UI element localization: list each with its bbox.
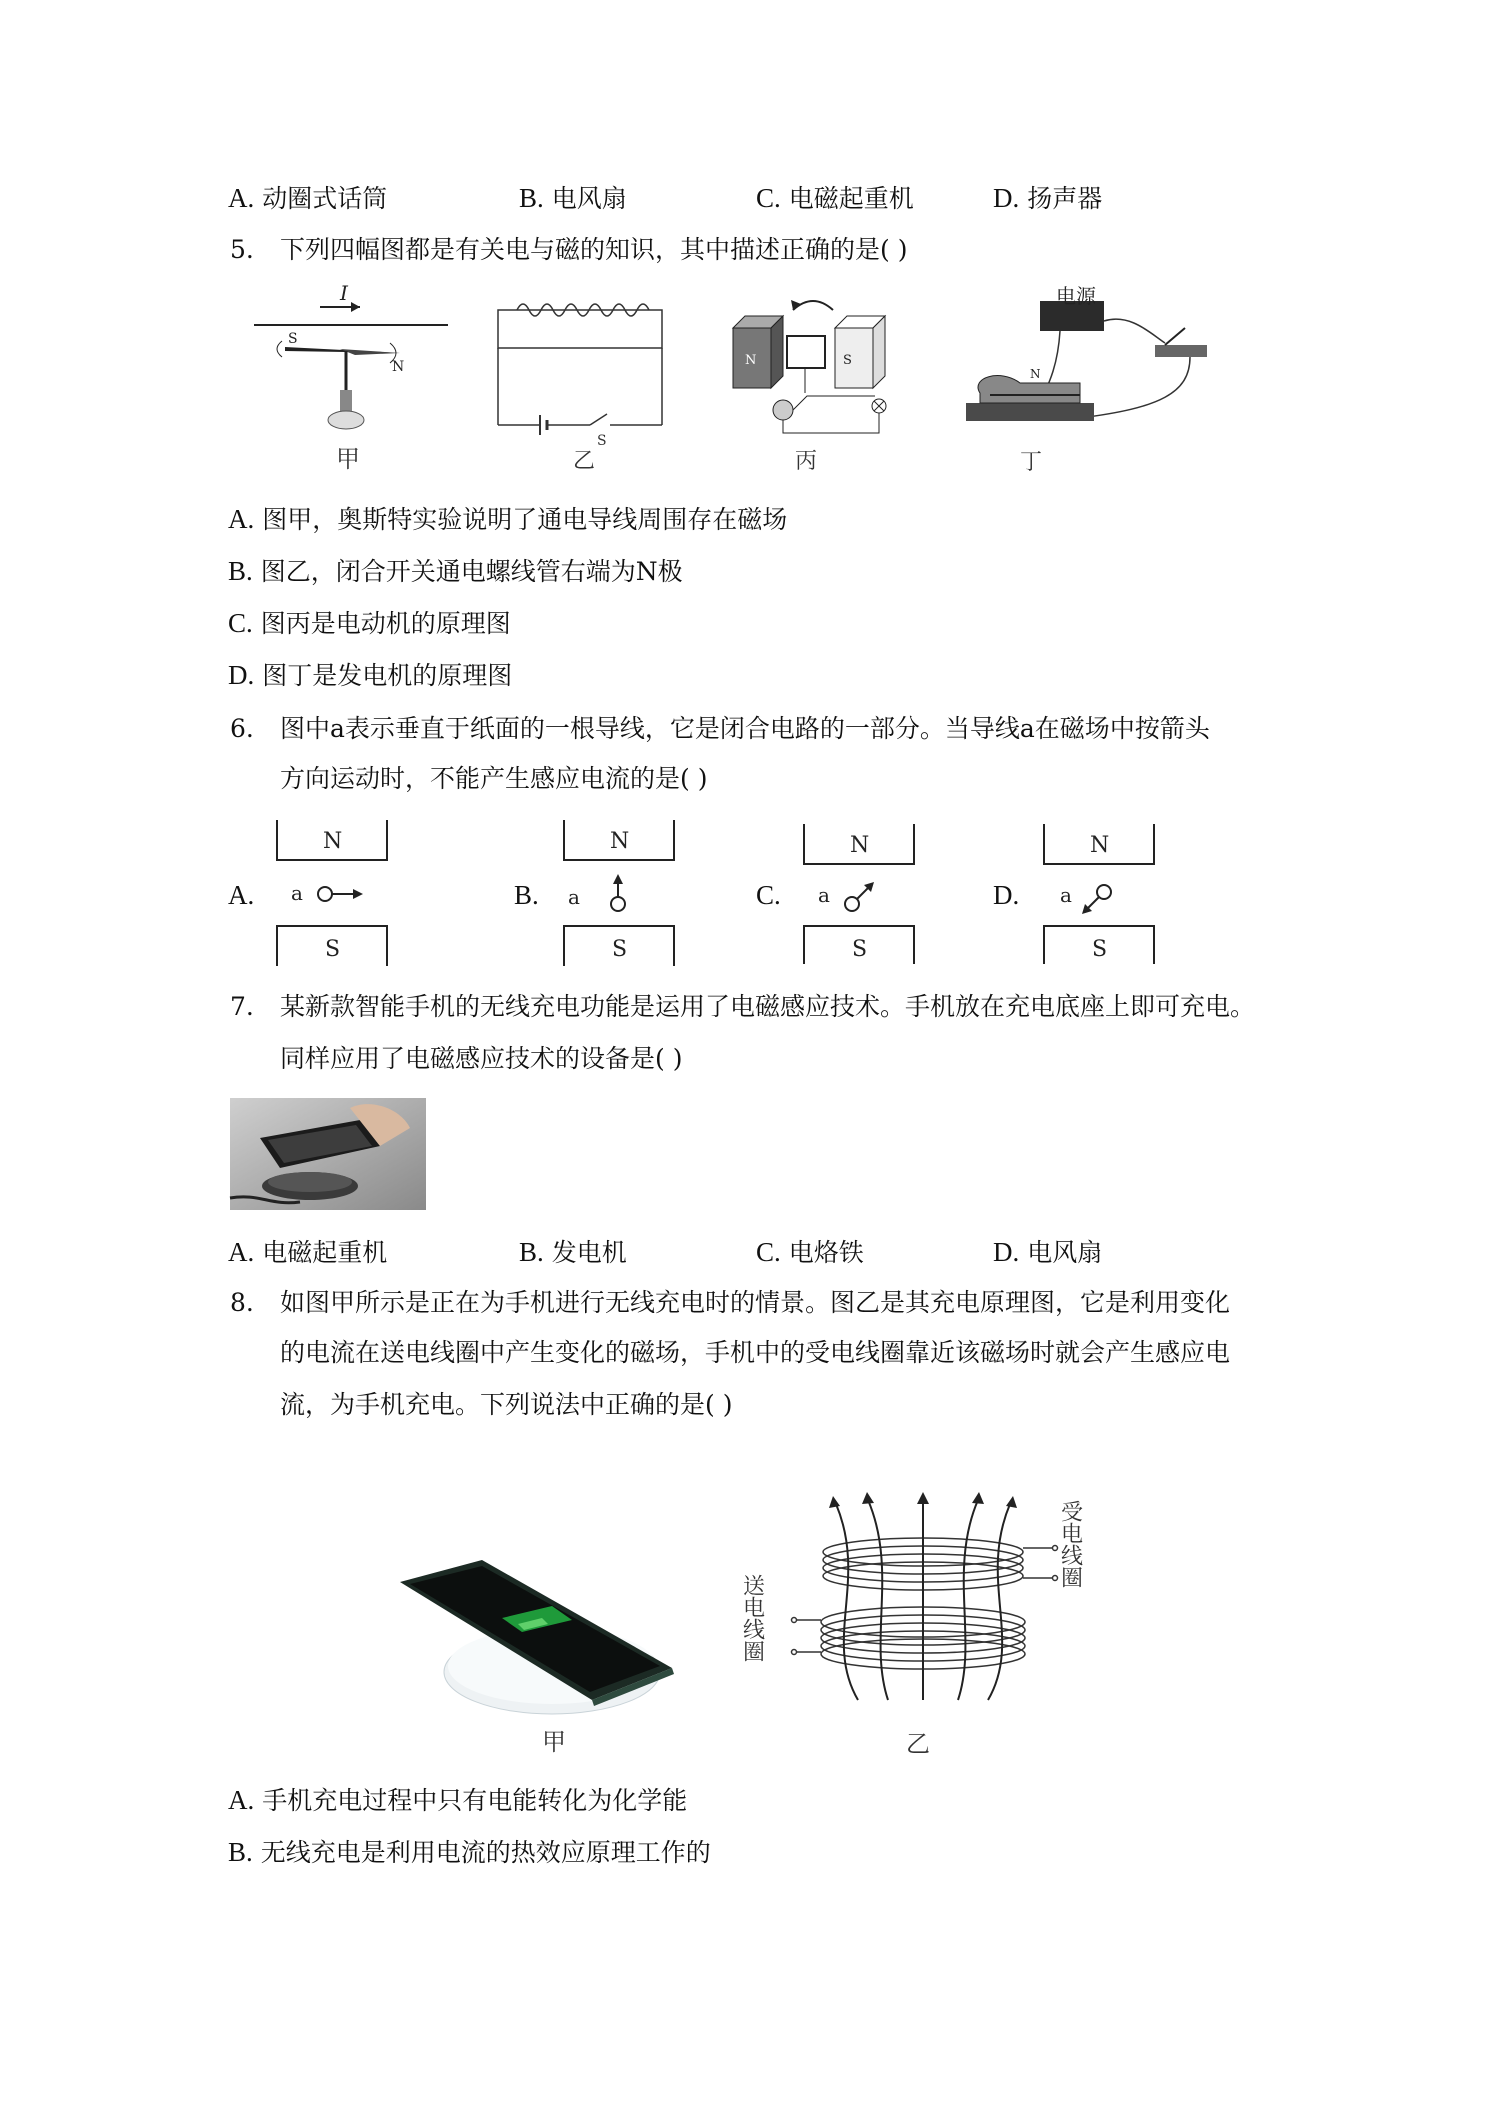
q7-number: 7. <box>230 992 254 1021</box>
q7-stem-line2: 同样应用了电磁感应技术的设备是( ) <box>280 1044 683 1073</box>
q5-magnet-s: S <box>843 353 852 368</box>
q6a-north: N <box>323 829 343 854</box>
q5-figure-ding <box>960 283 1220 475</box>
q5-label-yi: 乙 <box>573 449 596 474</box>
q6-option-a-letter[interactable]: A. <box>228 880 255 910</box>
q5-number: 5. <box>230 235 254 264</box>
q7-option-a[interactable]: A. 电磁起重机 <box>228 1237 388 1267</box>
q8-option-b[interactable]: B. 无线充电是利用电流的热效应原理工作的 <box>228 1837 711 1867</box>
q8-stem-line2: 的电流在送电线圈中产生变化的磁场，手机中的受电线圈靠近该磁场时就会产生感应电 <box>280 1338 1231 1367</box>
q5-magnet-n: N <box>745 353 757 368</box>
q5-figure-jia <box>250 281 460 475</box>
q5-label-jia: 甲 <box>336 445 360 473</box>
q6a-south: S <box>325 937 341 962</box>
q5-switch-label: S <box>597 433 607 449</box>
q6-option-b-letter[interactable]: B. <box>514 880 539 910</box>
q7-phone-charging-photo <box>230 1098 426 1210</box>
q4-option-c[interactable]: C. 电磁起重机 <box>756 183 914 213</box>
q7-option-c[interactable]: C. 电烙铁 <box>756 1237 864 1267</box>
q6b-north: N <box>610 829 630 854</box>
q5-compass-n: N <box>392 359 405 375</box>
q6d-wire: a <box>1060 883 1072 907</box>
q4-option-a[interactable]: A. 动圈式话筒 <box>228 183 388 213</box>
q5-label-bing: 丙 <box>795 449 818 474</box>
q8-option-a[interactable]: A. 手机充电过程中只有电能转化为化学能 <box>228 1785 688 1815</box>
q5-figure-bing <box>725 288 900 475</box>
q8-send-coil-label: 送电线圈 <box>739 1574 765 1662</box>
q8-number: 8. <box>230 1288 254 1317</box>
q7-option-d[interactable]: D. 电风扇 <box>993 1237 1103 1267</box>
q7-stem-line1: 某新款智能手机的无线充电功能是运用了电磁感应技术。手机放在充电底座上即可充电。 <box>280 992 1256 1021</box>
q6c-north: N <box>850 833 870 858</box>
q4-option-b[interactable]: B. 电风扇 <box>519 183 627 213</box>
q4-option-d[interactable]: D. 扬声器 <box>993 183 1103 213</box>
q8-stem-line1: 如图甲所示是正在为手机进行无线充电时的情景。图乙是其充电原理图，它是利用变化 <box>280 1288 1231 1317</box>
q8-receive-coil-label: 受电线圈 <box>1057 1500 1083 1588</box>
q6-option-b-figure[interactable] <box>562 818 682 968</box>
q5-option-a[interactable]: A. 图甲，奥斯特实验说明了通电导线周围存在磁场 <box>228 504 788 534</box>
q5-current-label: I <box>340 281 348 305</box>
q6b-south: S <box>612 937 628 962</box>
q6-option-d-figure[interactable] <box>1042 822 1162 972</box>
q6-stem-line1: 图中a表示垂直于纸面的一根导线，它是闭合电路的一部分。当导线a在磁场中按箭头 <box>280 714 1210 743</box>
q8-label-jia: 甲 <box>542 1728 566 1756</box>
q6-stem-line2: 方向运动时，不能产生感应电流的是( ) <box>280 764 708 793</box>
q6c-wire: a <box>818 883 830 907</box>
q5-compass-s: S <box>288 331 298 347</box>
q8-stem-line3: 流，为手机充电。下列说法中正确的是( ) <box>280 1390 733 1419</box>
q6a-wire: a <box>291 881 303 905</box>
q5-option-c[interactable]: C. 图丙是电动机的原理图 <box>228 608 511 638</box>
q6d-north: N <box>1090 833 1110 858</box>
q8-label-yi: 乙 <box>906 1730 930 1758</box>
q7-option-b[interactable]: B. 发电机 <box>519 1237 627 1267</box>
q5-label-ding: 丁 <box>1020 450 1043 475</box>
q6-number: 6. <box>230 714 254 743</box>
q6b-wire: a <box>568 885 580 909</box>
q8-figure-yi <box>728 1490 1108 1760</box>
q6-option-a-figure[interactable] <box>275 818 395 968</box>
q5-figure-yi <box>495 300 675 475</box>
q6-option-c-letter[interactable]: C. <box>756 880 781 910</box>
q6d-south: S <box>1092 937 1108 962</box>
q5-option-b[interactable]: B. 图乙，闭合开关通电螺线管右端为N极 <box>228 556 683 586</box>
q5-ding-n: N <box>1030 367 1041 381</box>
q5-option-d[interactable]: D. 图丁是发电机的原理图 <box>228 660 513 690</box>
q6-option-c-figure[interactable] <box>802 822 922 972</box>
q5-power-label: 电源 <box>1056 284 1096 308</box>
q6-option-d-letter[interactable]: D. <box>993 880 1020 910</box>
q8-figure-jia <box>392 1560 692 1760</box>
q6c-south: S <box>852 937 868 962</box>
q5-stem: 下列四幅图都是有关电与磁的知识，其中描述正确的是( ) <box>280 235 908 264</box>
